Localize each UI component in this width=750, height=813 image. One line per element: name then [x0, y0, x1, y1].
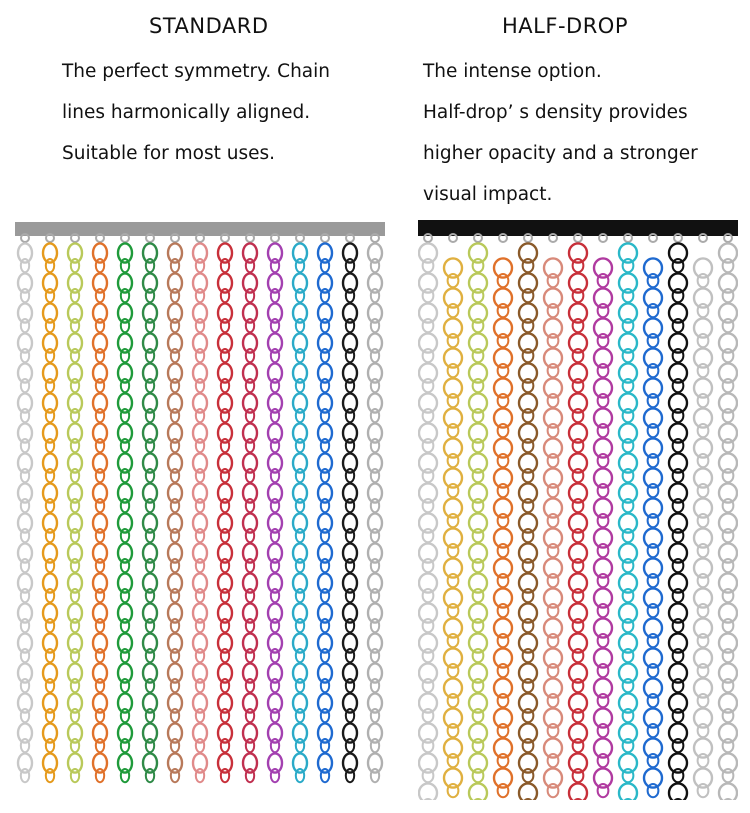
chain-strand: [168, 234, 182, 782]
chain-strand: [619, 234, 637, 800]
chain-strand: [444, 234, 462, 797]
chain-strand: [118, 234, 132, 782]
half-drop-chain-curtain-image: [418, 220, 738, 800]
description-line: visual impact.: [423, 184, 553, 205]
half-drop-title: HALF-DROP: [502, 14, 628, 38]
chain-strand: [218, 234, 232, 782]
chain-strand: [519, 234, 537, 800]
chain-strand: [193, 234, 207, 782]
chain-strand: [268, 234, 282, 782]
chain-strand: [419, 234, 437, 800]
description-line: The intense option.: [423, 61, 602, 82]
chain-strand: [569, 234, 587, 800]
chain-strand: [644, 234, 662, 797]
chain-strand: [494, 234, 512, 797]
chain-strand: [343, 234, 357, 782]
chain-strand: [93, 234, 107, 782]
chain-strand: [243, 234, 257, 782]
description-line: Half-drop’ s density provides: [423, 102, 688, 123]
chain-strand: [544, 234, 562, 797]
chain-strand: [594, 234, 612, 797]
description-line: Suitable for most uses.: [62, 143, 276, 164]
chain-strand: [669, 234, 687, 800]
half-drop-chain-curtain-svg: [418, 220, 738, 800]
half-drop-description: [423, 58, 698, 222]
description-line: lines harmonically aligned.: [62, 102, 311, 123]
chain-strand: [318, 234, 332, 782]
chain-strand: [368, 234, 382, 782]
chain-strand: [43, 234, 57, 782]
standard-description: [62, 58, 330, 181]
chain-strand: [143, 234, 157, 782]
chain-strand: [18, 234, 32, 782]
chain-strand: [68, 234, 82, 782]
standard-title: STANDARD: [149, 14, 269, 38]
chain-strand: [694, 234, 712, 797]
chain-strand: [719, 234, 737, 800]
standard-chain-curtain-svg: [15, 222, 385, 784]
chain-strand: [293, 234, 307, 782]
description-line: higher opacity and a stronger: [423, 143, 698, 164]
standard-chain-curtain-image: [15, 222, 385, 784]
description-line: The perfect symmetry. Chain: [62, 61, 331, 82]
chain-strand: [469, 234, 487, 800]
